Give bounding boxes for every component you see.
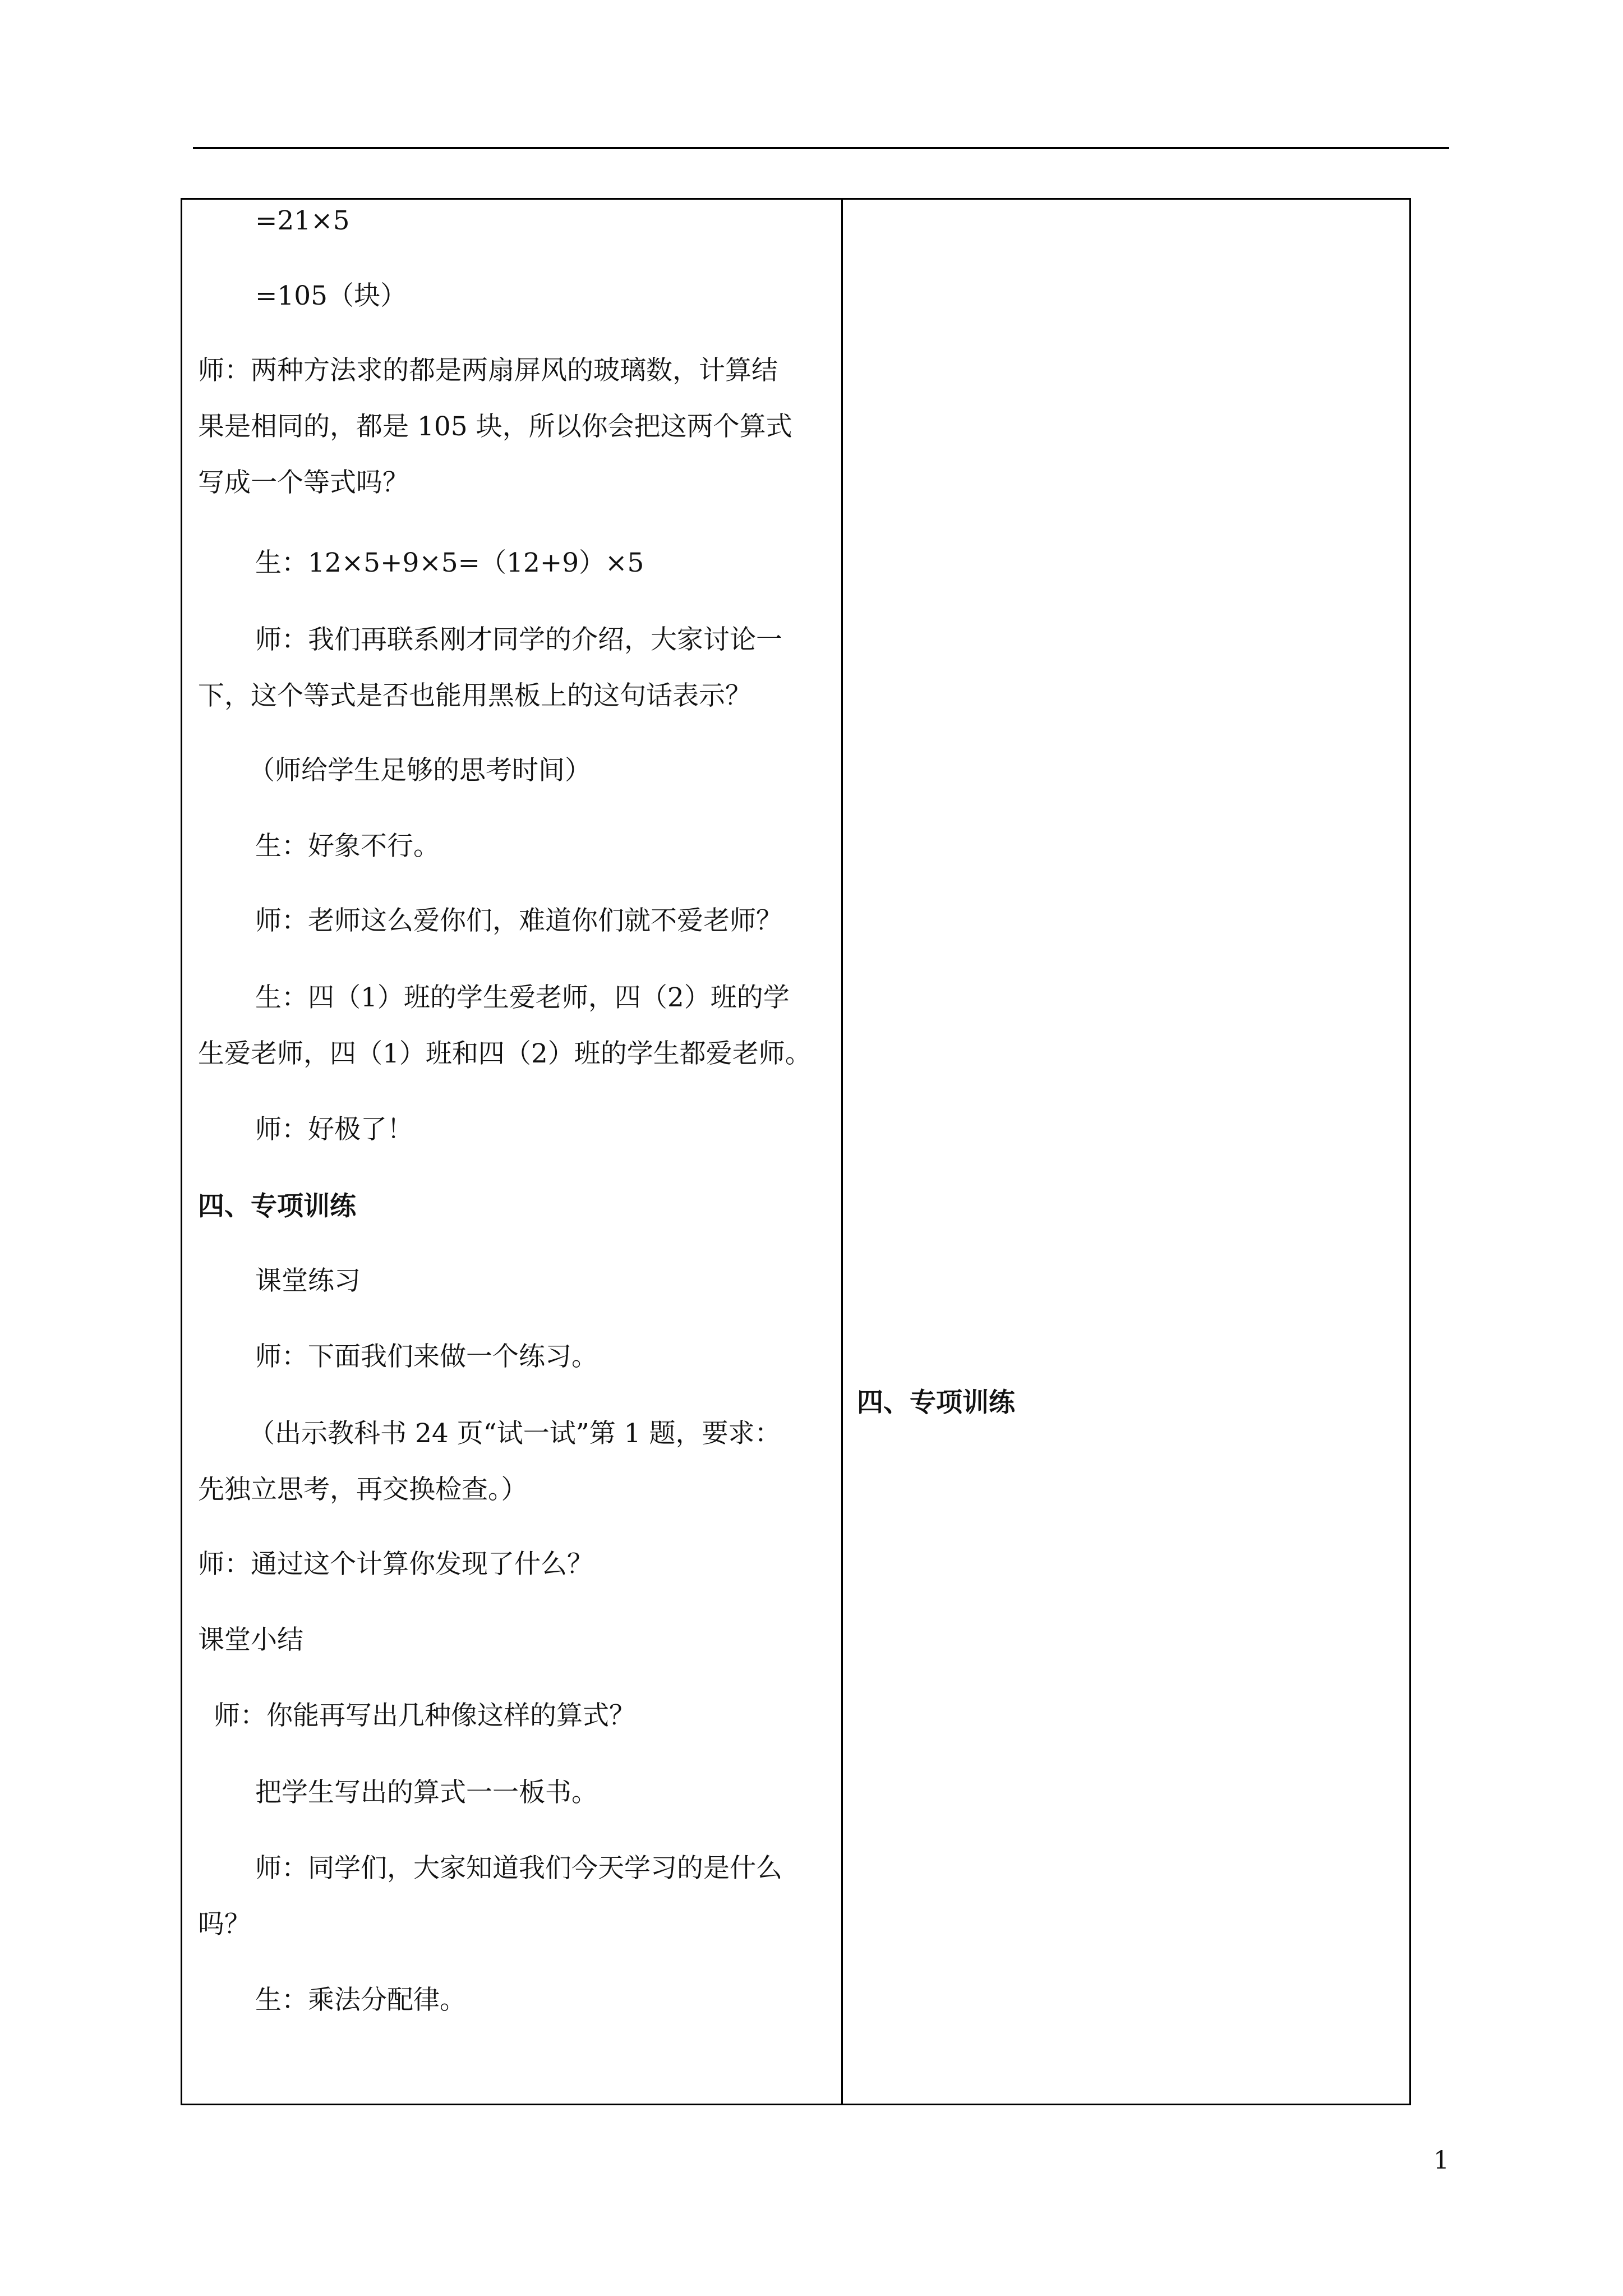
section-heading: 四、专项训练 bbox=[857, 1387, 1015, 1418]
header-rule bbox=[193, 147, 1449, 149]
student-line: 生：12×5+9×5=（12+9）×5 bbox=[255, 547, 644, 578]
calc-line: =105（块） bbox=[255, 280, 407, 311]
lesson-table bbox=[181, 198, 1411, 2105]
note-line: 先独立思考，再交换检查。） bbox=[198, 1474, 528, 1505]
teacher-line: 师：你能再写出几种像这样的算式？ bbox=[214, 1700, 635, 1731]
student-line: 生：乘法分配律。 bbox=[255, 1985, 466, 2016]
page-number: 1 bbox=[1433, 2146, 1449, 2175]
column-divider bbox=[841, 200, 843, 2104]
teacher-line: 师：我们再联系刚才同学的介绍，大家讨论一 bbox=[255, 624, 782, 655]
teacher-line: 师：两种方法求的都是两扇屏风的玻璃数，计算结 bbox=[198, 355, 778, 386]
section-heading: 四、专项训练 bbox=[198, 1191, 356, 1222]
teacher-line: 果是相同的，都是 105 块，所以你会把这两个算式 bbox=[198, 411, 792, 442]
calc-line: =21×5 bbox=[255, 205, 350, 236]
teacher-line: 师：下面我们来做一个练习。 bbox=[255, 1341, 598, 1372]
teacher-line: 师：同学们，大家知道我们今天学习的是什么 bbox=[255, 1853, 782, 1884]
subheading: 课堂小结 bbox=[198, 1625, 303, 1655]
student-line: 生：四（1）班的学生爱老师，四（2）班的学 bbox=[255, 982, 790, 1013]
teacher-line: 师：通过这个计算你发现了什么？ bbox=[198, 1549, 593, 1580]
board-note: 把学生写出的算式一一板书。 bbox=[255, 1777, 598, 1808]
teacher-line: 师：老师这么爱你们，难道你们就不爱老师？ bbox=[255, 905, 782, 936]
teacher-line: 师：好极了！ bbox=[255, 1114, 413, 1145]
teacher-line: 吗？ bbox=[198, 1909, 251, 1940]
note-line: （师给学生足够的思考时间） bbox=[248, 755, 591, 786]
teacher-line: 写成一个等式吗？ bbox=[198, 467, 409, 498]
teacher-line: 下，这个等式是否也能用黑板上的这句话表示？ bbox=[198, 680, 751, 711]
subheading: 课堂练习 bbox=[255, 1266, 361, 1296]
student-line: 生：好象不行。 bbox=[255, 831, 440, 862]
note-line: （出示教科书 24 页“试一试”第 1 题，要求： bbox=[248, 1418, 781, 1449]
student-line: 生爱老师，四（1）班和四（2）班的学生都爱老师。 bbox=[198, 1038, 811, 1069]
